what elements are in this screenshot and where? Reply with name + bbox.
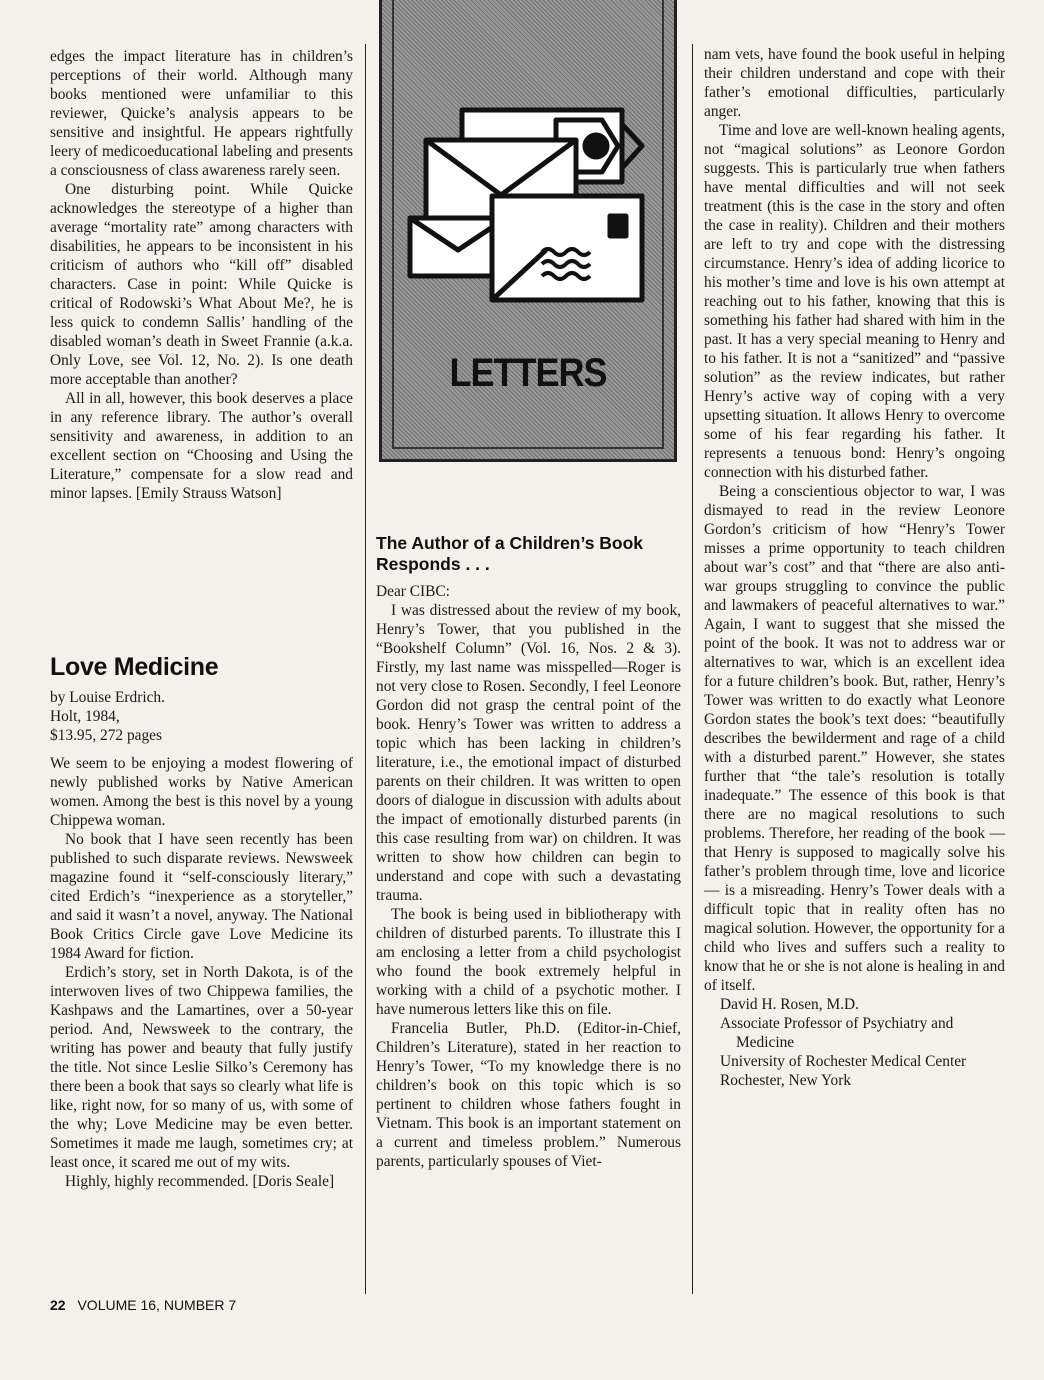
paragraph: We seem to be enjoying a modest flowering of newly published works by Native American women. Among the best is this novel by a young Chippewa woman. (50, 755, 353, 829)
paragraph: Erdich’s story, set in North Dakota, is of the interwoven lives of two Chippewa families, the Kashpaws and the Lamartines, over a 50-year period. And, Newsweek to the contrary, the writing has power and beauty that fully justify the title. Not since Leslie Silko’s Ceremony has there been a book that says so clearly what life is like, right now, for so many of us, with some of the why; Love Medicine may be even better. Sometimes it made me laugh, sometimes cry; at least once, it scared me out of my wits. (50, 964, 353, 1171)
review-continuation (50, 47, 353, 503)
letter-salutation: Dear CIBC: (376, 583, 450, 600)
issue-label: VOLUME 16, NUMBER 7 (77, 1297, 237, 1313)
signature-institution: University of Rochester Medical Center (720, 1053, 967, 1070)
paragraph: edges the impact literature has in children’s perceptions of their world. Although many books mentioned were unfamiliar to this reviewer, Quicke’s analysis appears to be sensitive and insightful. He appears rightfully leery of medicoeducational labeling and presents a consciousness of class awareness rarely seen. (50, 48, 353, 179)
biblio-publisher: Holt, 1984, (50, 708, 120, 725)
column-divider (692, 44, 693, 1294)
letter-signature (704, 995, 1005, 1090)
review-biblio (50, 688, 353, 745)
signature-name: David H. Rosen, M.D. (720, 996, 859, 1013)
letter-author (376, 533, 681, 1171)
signature-title: Associate Professor of Psychiatry and Medicine (720, 1015, 954, 1051)
letter-continuation (704, 45, 1005, 1090)
paragraph: The book is being used in bibliotherapy with children of disturbed parents. To illustrate this I am enclosing a letter from a child psychologist who found the book extremely helpful in working with a child of a psychotic mother. I have numerous letters like this on file. (376, 906, 681, 1018)
paragraph: No book that I have seen recently has been published to such disparate reviews. Newsweek magazine found it “self-consciously literary,” cited Erdich’s “inexperience as a storyteller,” and said it wasn’t a novel, anyway. The National Book Critics Circle gave Love Medicine its 1984 Award for fiction. (50, 831, 353, 962)
page-number: 22 (50, 1297, 66, 1313)
paragraph: One disturbing point. While Quicke acknowledges the stereotype of a higher than average “mortality rate” among characters with disabilities, he appears to be inconsistent in his criticism of authors who “kill off” disabled characters. Case in point: While Quicke is critical of Rodowski’s What About Me?, he is less quick to condemn Sallis’ handling of the disabled woman’s death in Sweet Frannie (a.k.a. Only Love, see Vol. 12, No. 2). Is one death more acceptable than another? (50, 181, 353, 388)
paragraph: nam vets, have found the book useful in helping their children understand and cope with their father’s emotional difficulties, particularly anger. (704, 46, 1005, 120)
paragraph: All in all, however, this book deserves a place in any reference library. The author’s overall sensitivity and awareness, in addition to an excellent section on “Choosing and Using the Literature,” compensate for a slow read and minor lapses. [Emily Strauss Watson] (50, 390, 353, 502)
letters-emblem (379, 0, 677, 462)
paragraph: Being a conscientious objector to war, I was dismayed to read in the review Leonore Gordon’s criticism of how “Henry’s Tower misses a prime opportunity to teach children about war’s cost” and that “there are also anti-war groups struggling to convince the public and lawmakers of peaceful alternatives to war.” Again, I want to suggest that she missed the point of the book. It was not to address war or alternatives to war, which is an excellent idea for a future children’s book. But, rather, Henry’s Tower was written to do exactly what Leonore Gordon states the book’s text does: “beautifully describes the bewilderment and rage of a child with a disturbed parent.” However, she states further that “the tale’s resolution is totally inadequate.” The essence of this book is that there are no magical resolutions to such problems. Therefore, her reading of the book — that Henry is supposed to magically solve his father’s problem through time, love and licorice — is a misreading. Henry’s Tower deals with a difficult topic that in reality often has no magical solution. However, the opportunity for a child who lives and suffers such a reality to know that he or she is not alone is healing in and of itself. (704, 483, 1005, 994)
paragraph: Francelia Butler, Ph.D. (Editor-in-Chief, Children’s Literature), stated in her reaction to Henry’s Tower, “To my knowledge there is no children’s book on this topic which is so pertinent to children whose fathers fought in Vietnam. This book is an important statement on a current and timeless problem.” Numerous parents, particularly spouses of Viet- (376, 1020, 681, 1170)
biblio-author: by Louise Erdrich. (50, 689, 165, 706)
review-love-medicine (50, 652, 353, 1191)
letter-title: The Author of a Children’s Book Responds . . . (376, 533, 644, 574)
page-footer (50, 1297, 236, 1313)
review-title: Love Medicine (50, 653, 219, 681)
paragraph: Time and love are well-known healing agents, not “magical solutions” as Leonore Gordon suggests. This is particularly true when fathers have mental difficulties and will not seek treatment (this is the case in the story and often the case in reality). Children and their mothers are left to try and cope with the distressing circumstance. Henry’s idea of adding licorice to his mother’s time and love is his own attempt at reaching out to his father, knowing that this is something his father had shared with him in the past. It has a very special meaning to Henry and to his father. It is not a “sanitized” and “passive solution” as the review indicates, but rather Henry’s active way of coping with a very upsetting situation. It allows Henry to overcome some of his fear regarding his father. It represents a tenuous bond: Henry’s ongoing connection with his disturbed father. (704, 122, 1005, 481)
column-divider (365, 44, 366, 1294)
letters-heading: LETTERS (449, 349, 607, 395)
signature-location: Rochester, New York (720, 1072, 852, 1089)
paragraph: I was distressed about the review of my book, Henry’s Tower, that you published in the “Bookshelf Column” (Vol. 16, Nos. 2 & 3). Firstly, my last name was misspelled—Roger is not very close to Rosen. Secondly, I feel Leonore Gordon did not grasp the central point of the book. Henry’s Tower was written to address a topic which has been lacking in children’s literature, i.e., the emotional impact of disturbed parents on their children. It was written to open doors of dialogue in discussion with adults about the impact of emotionally disturbed parents (in this case resulting from war) on children. It was written to show how children can begin to understand and cope with such a devastating trauma. (376, 602, 681, 904)
biblio-price: $13.95, 272 pages (50, 727, 162, 744)
paragraph: Highly, highly recommended. [Doris Seale] (65, 1173, 335, 1190)
envelopes-stack-icon (406, 100, 656, 340)
